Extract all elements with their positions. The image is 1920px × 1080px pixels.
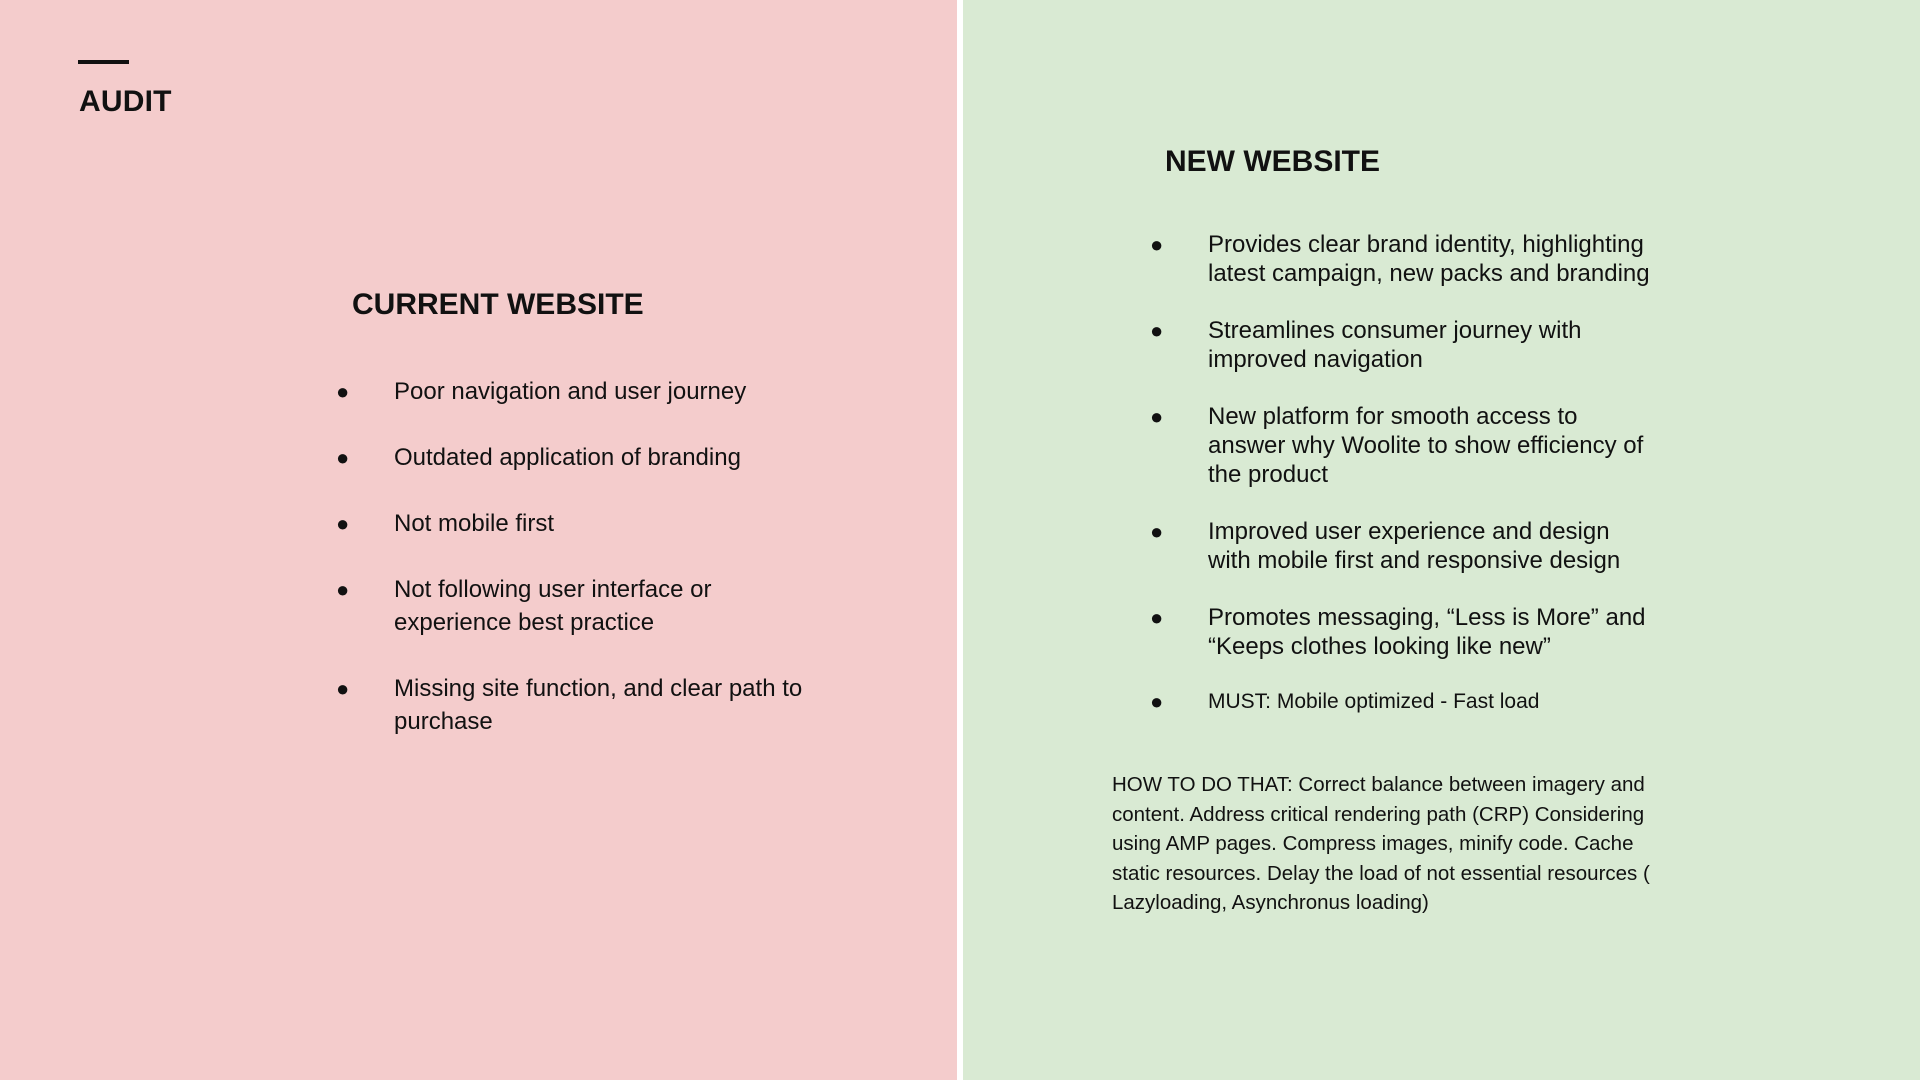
current-website-heading: CURRENT WEBSITE <box>352 288 644 321</box>
list-item <box>336 375 806 408</box>
bullet-icon: ● <box>336 445 350 470</box>
title-accent-bar <box>78 60 129 64</box>
list-item-text: New platform for smooth access to answer why Woolite to show efficiency of the product <box>1208 403 1644 488</box>
list-item <box>1150 689 1650 715</box>
how-to-paragraph: HOW TO DO THAT: Correct balance between imagery and content. Address critical rendering path (CRP) Considering using AMP pages. Compress images, minify code. Cache static resources. Delay the load of not essential resources ( Lazyloading, Asynchronus loading) <box>1112 773 1650 914</box>
list-item-text: MUST: Mobile optimized - Fast load <box>1208 690 1540 713</box>
new-website-list <box>1150 230 1650 715</box>
list-item <box>336 573 806 639</box>
list-item-text: Outdated application of branding <box>394 444 741 471</box>
bullet-icon: ● <box>1150 519 1164 544</box>
current-website-list <box>336 375 806 771</box>
bullet-icon: ● <box>336 676 350 701</box>
list-item <box>1150 230 1650 288</box>
list-item <box>336 441 806 474</box>
bullet-icon: ● <box>336 379 350 404</box>
list-item-text: Missing site function, and clear path to purchase <box>394 675 803 735</box>
list-item <box>1150 517 1650 575</box>
list-item-text: Streamlines consumer journey with improved navigation <box>1208 317 1582 373</box>
list-item <box>1150 316 1650 374</box>
slide-title: AUDIT <box>79 85 172 118</box>
bullet-icon: ● <box>1150 318 1164 343</box>
bullet-icon: ● <box>1150 605 1164 630</box>
list-item <box>1150 603 1650 661</box>
bullet-icon: ● <box>1150 689 1164 714</box>
list-item <box>1150 402 1650 489</box>
bullet-icon: ● <box>336 511 350 536</box>
bullet-icon: ● <box>336 577 350 602</box>
list-item-text: Provides clear brand identity, highlighting latest campaign, new packs and branding <box>1208 231 1650 287</box>
list-item-text: Improved user experience and design with mobile first and responsive design <box>1208 518 1621 574</box>
list-item-text: Not following user interface or experience best practice <box>394 576 712 636</box>
new-website-heading: NEW WEBSITE <box>1165 145 1380 178</box>
bullet-icon: ● <box>1150 232 1164 257</box>
bullet-icon: ● <box>1150 404 1164 429</box>
list-item-text: Poor navigation and user journey <box>394 378 747 405</box>
list-item <box>336 672 806 738</box>
list-item-text: Promotes messaging, “Less is More” and “Keeps clothes looking like new” <box>1208 604 1646 660</box>
list-item <box>336 507 806 540</box>
list-item-text: Not mobile first <box>394 510 555 537</box>
